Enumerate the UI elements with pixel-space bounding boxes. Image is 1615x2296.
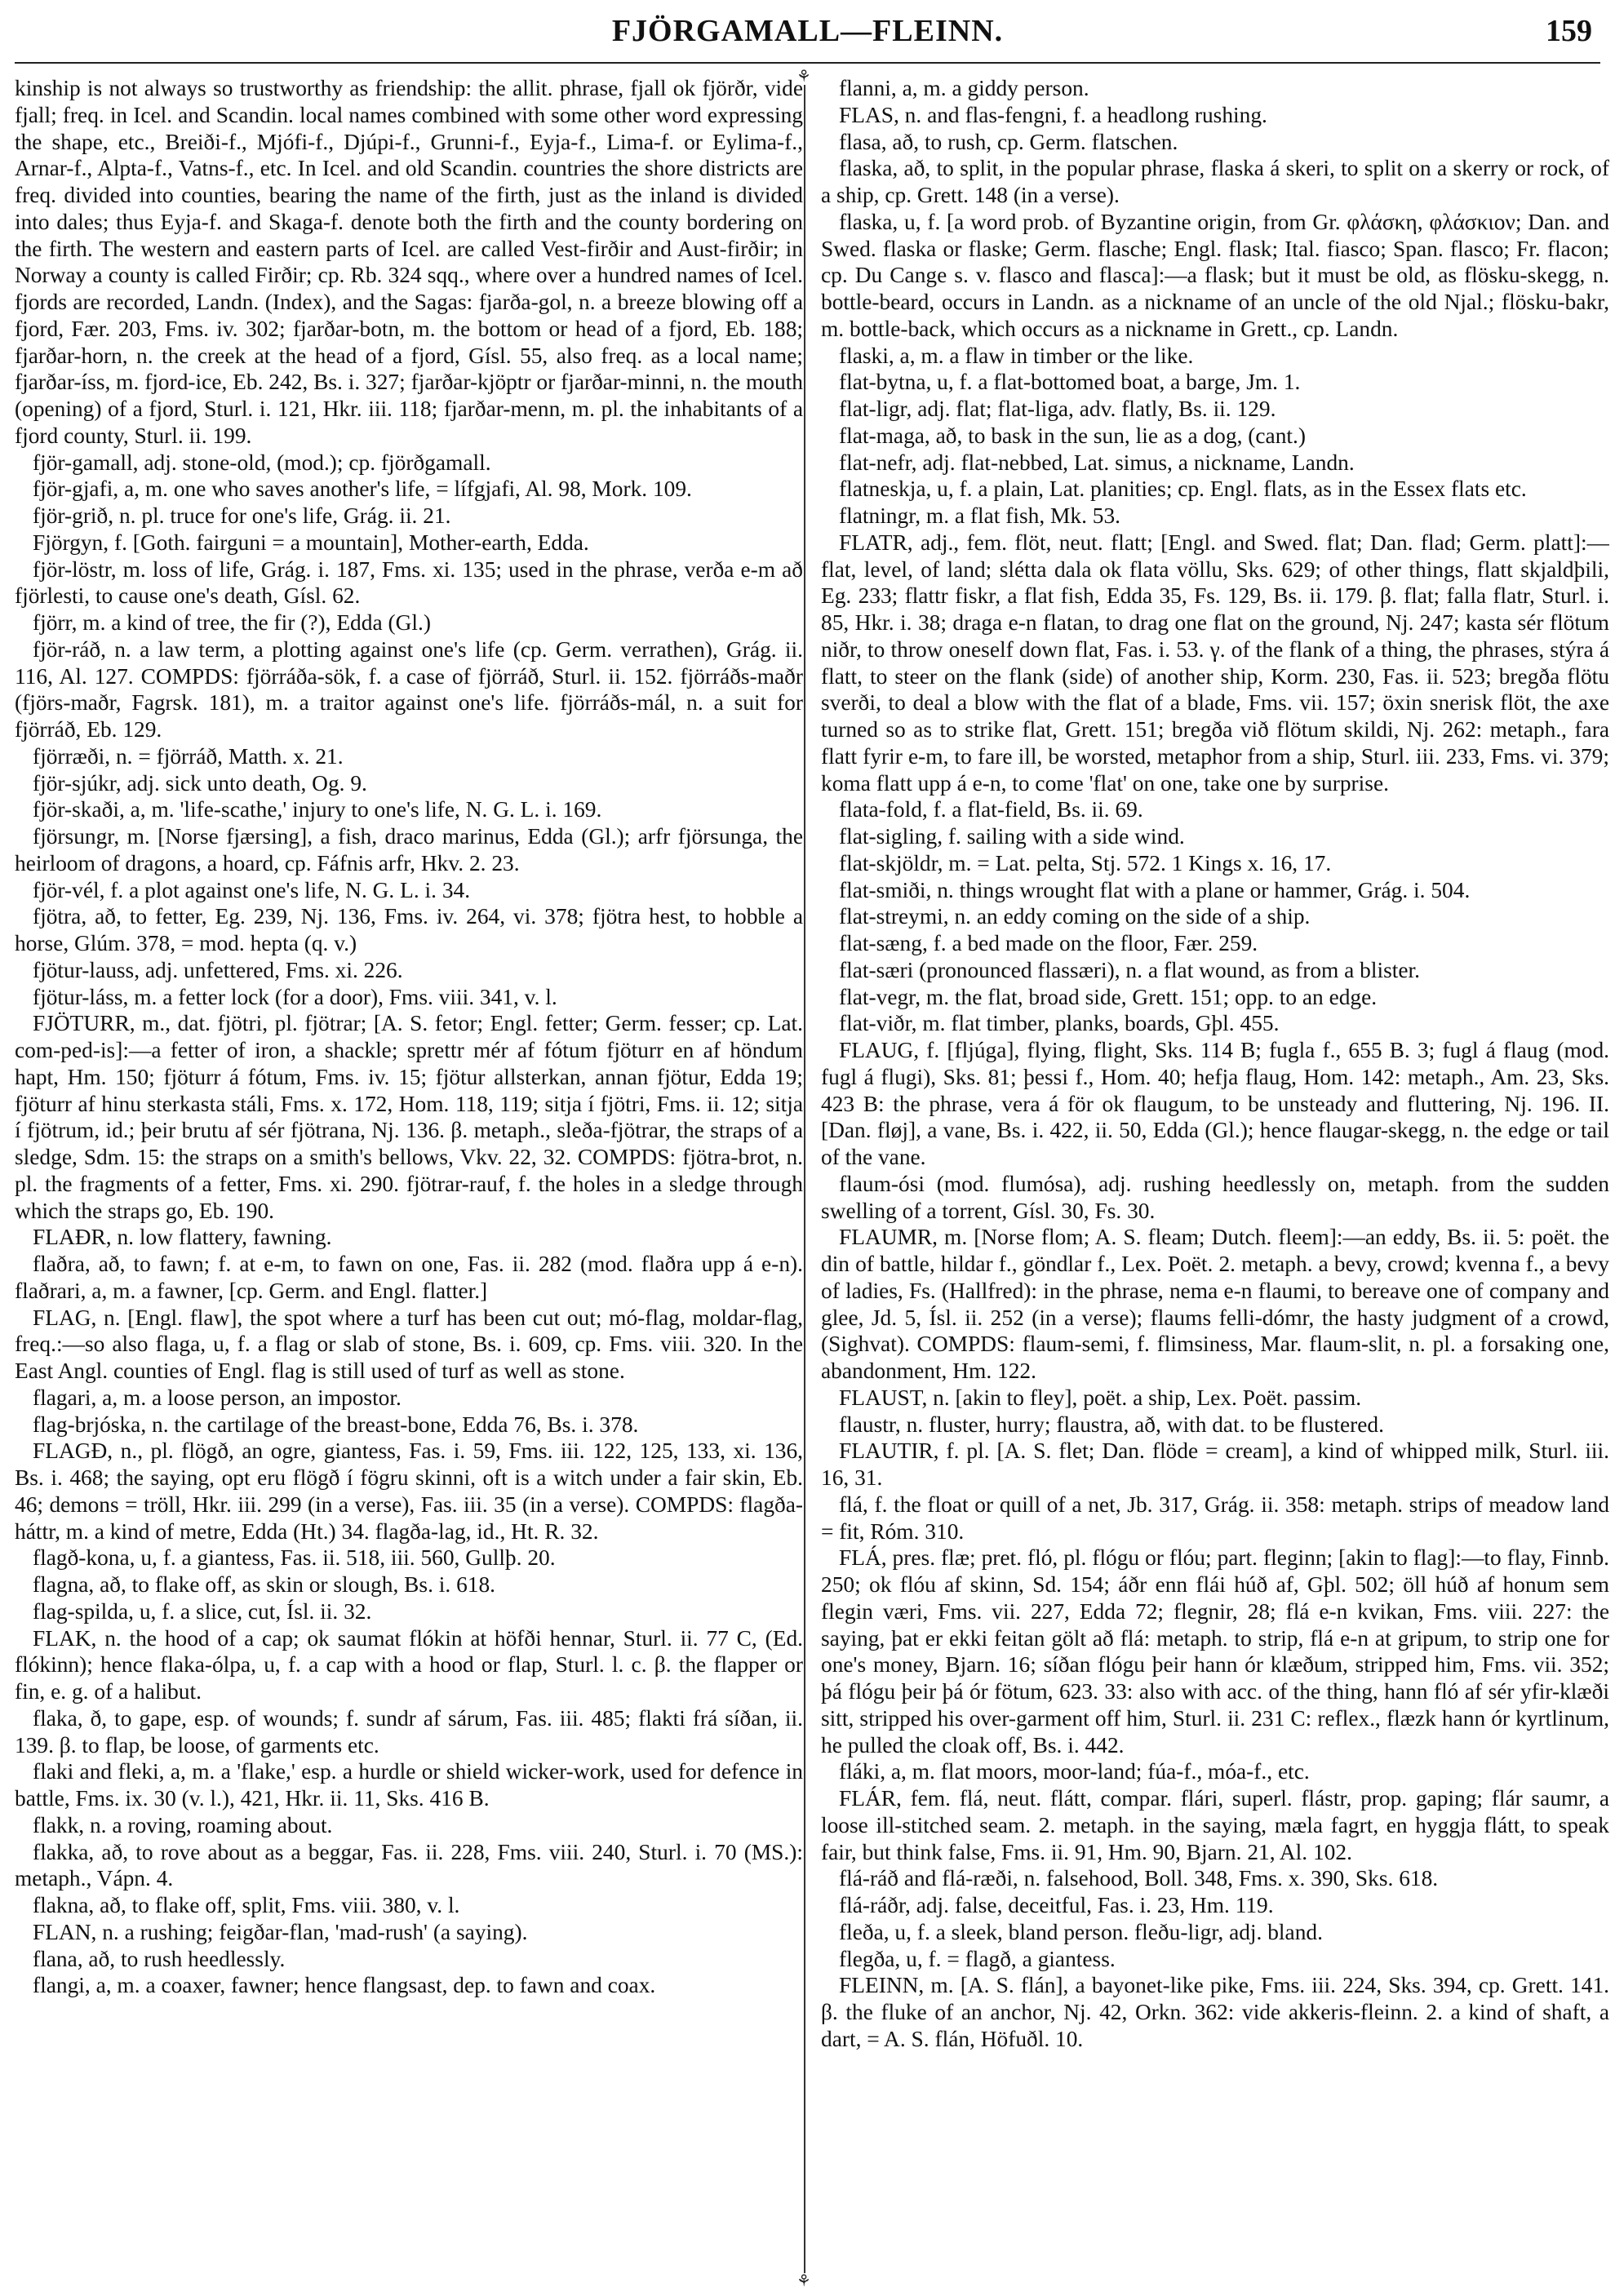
dictionary-entry: FLAUST, n. [akin to fley], poët. a ship, Lex. Poët. passim. [839, 1385, 1362, 1410]
dictionary-entry: FJÖTURR, m., dat. fjötri, pl. fjötrar; [A. S. fetor; Engl. fetter; Germ. fesser; cp. Lat. com-ped-is]:—a fetter of iron, a shackle; sprettr mér af fótum fjöturr en af höndum hapt, Hm. 150; fjöturr á fótum, Fms. iv. 15; fjötur allsterkan, annan fjötur, Edda 19; fjöturr af hinu sterkasta stáli, Fms. x. 172, Hom. 118, 119; sitja í fjötri, Fms. ii. 12; sitja í fjötrum, id.; þeir brutu af sér fjötrana, Nj. 136. β. metaph., sleða-fjötrar, the straps of a sledge, Sdm. 15: the straps on a smith's bellows, Vkv. 22, 32. COMPDS: fjötra-brot, n. pl. the fragments of a fetter, Fms. xi. 290. fjötrar-rauf, f. the holes in a sledge through which the straps go, Eb. 190. [15, 1011, 803, 1223]
dictionary-entry: flat-sigling, f. sailing with a side wind. [839, 824, 1185, 849]
dictionary-entry: flat-smiði, n. things wrought flat with a plane or hammer, Grág. i. 504. [839, 877, 1471, 902]
dictionary-entry: flat-nefr, adj. flat-nebbed, Lat. simus, a nickname, Landn. [839, 450, 1355, 475]
dictionary-entry: fjör-löstr, m. loss of life, Grág. i. 187, Fms. xi. 135; used in the phrase, verða e-m að fjörlesti, to cause one's death, Gísl. 62. [15, 556, 803, 609]
dictionary-entry: flanni, a, m. a giddy person. [839, 76, 1089, 100]
dictionary-entry: flag-brjóska, n. the cartilage of the breast-bone, Edda 76, Bs. i. 378. [33, 1412, 639, 1437]
dictionary-entry: fláki, a, m. flat moors, moor-land; fúa-f., móa-f., etc. [839, 1759, 1310, 1784]
dictionary-entry: flegða, u, f. = flagð, a giantess. [839, 1946, 1116, 1971]
dictionary-entry: fjötra, að, to fetter, Eg. 239, Nj. 136, Fms. iv. 264, vi. 378; fjötra hest, to hobble a horse, Glúm. 378, = mod. hepta (q. v.) [15, 904, 803, 955]
dictionary-entry: fjörræði, n. = fjörráð, Matth. x. 21. [33, 743, 344, 769]
header-rule [15, 62, 1600, 64]
dictionary-entry: flá, f. the float or quill of a net, Jb. 317, Grág. ii. 358: metaph. strips of meadow land = fit, Róm. 310. [821, 1492, 1609, 1544]
dictionary-entry: FLÁ, pres. flæ; pret. fló, pl. flógu or flóu; part. fleginn; [akin to flag]:—to flay, Finnb. 250; ok flóu af skinn, Sd. 154; áðr enn flái húð af, Gþl. 502; öll húð af honum sem flegin væri, Fms. vii. 227, Edda 72; flegnir, 28; flá e-n kvikan, Fms. viii. 227: the saying, þat er ekki feitan gölt að flá: metaph. to strip, flá e-n at gripum, to strip one for one's money, Bjarn. 16; síðan flógu þeir hann ór klæðum, stripped him, Fms. vii. 352; þá flógu þeir þá ór fötum, 623. 33: also with acc. of the thing, hann fló af sér yfir-klæði sitt, stripped his over-garment off him, Sturl. ii. 231 C: reflex., flæzk hann ór kyrtlinum, he pulled the cloak off, Bs. i. 442. [821, 1545, 1609, 1757]
dictionary-entry: FLATR, adj., fem. flöt, neut. flatt; [Engl. and Swed. flat; Dan. flad; Germ. platt]:—flat, level, of land; slétta dala ok flata völlu, Sks. 629; of other things, flatt skjaldþili, Eg. 233; flattr fiskr, a flat fish, Edda 35, Fs. 129, Bs. ii. 179. β. flat; falla flatr, Sturl. i. 85, Hkr. i. 38; draga e-n flatan, to drag one flat on the ground, Nj. 247; kasta sér flötum niðr, to throw oneself down flat, Fas. i. 53. γ. of the flank of a thing, the phrases, stýra á flatt, to steer on the flank (side) of another ship, Korm. 230, Fas. ii. 523; bregða flötu sverði, to deal a blow with the flat of a blade, Fms. vii. 157; öxin snerisk flöt, the axe turned so as to strike flat, Grett. 151; bregða við flötum skildi, Nj. 262: metaph., fara flatt fyrir e-m, to fare ill, be worsted, metaphor from a ship, Sturl. iii. 233, Fms. vi. 379; koma flatt upp á e-n, to come 'flat' on one, take one by surprise. [821, 530, 1609, 796]
dictionary-entry: flat-maga, að, to bask in the sun, lie as a dog, (cant.) [839, 423, 1306, 448]
dictionary-entry: flana, að, to rush heedlessly. [33, 1946, 286, 1971]
dictionary-entry: flat-streymi, n. an eddy coming on the side of a ship. [839, 904, 1311, 929]
dictionary-entry: flat-vegr, m. the flat, broad side, Grett. 151; opp. to an edge. [839, 984, 1378, 1009]
dictionary-entry: kinship is not always so trustworthy as friendship: the allit. phrase, fjall ok fjörðr, vide fjall; freq. in Icel. and Scandin. local names combined with some other word expressing the shape, etc., Breiði-f., Mjófi-f., Djúpi-f., Grunni-f., Eyja-f., Lima-f. or Eylima-f., Arnar-f., Alpta-f., Vatns-f., etc. In Icel. and old Scandin. countries the shore districts are freq. divided into counties, bearing the name of the firth, just as the inland is divided into dales; thus Eyja-f. and Skaga-f. denote both the firth and the county bordering on the firth. The western and eastern parts of Icel. are called Vest-firðir and Aust-firðir; in Norway a county is called Firðir; cp. Rb. 324 sqq., where over a hundred names of Icel. fjords are recorded, Landn. (Index), and the Sagas: fjarða-gol, n. a breeze blowing off a fjord, Fær. 203, Fms. iv. 302; fjarðar-botn, m. the bottom or head of a fjord, Eb. 188; fjarðar-horn, n. the creek at the head of a fjord, Gísl. 55, also freq. as a local name; fjarðar-íss, m. fjord-ice, Eb. 242, Bs. i. 327; fjarðar-kjöptr or fjarðar-minni, n. the mouth (opening) of a fjord, Sturl. i. 121, Hkr. iii. 118; fjarðar-menn, m. pl. the inhabitants of a fjord county, Sturl. ii. 199. [15, 76, 803, 448]
dictionary-entry: flag-spilda, u, f. a slice, cut, Ísl. ii. 32. [33, 1598, 372, 1624]
dictionary-entry: flá-ráð and flá-ræði, n. falsehood, Boll. 348, Fms. x. 390, Sks. 618. [839, 1866, 1439, 1891]
dictionary-entry: flat-skjöldr, m. = Lat. pelta, Stj. 572. 1 Kings x. 16, 17. [839, 850, 1332, 875]
dictionary-entry: fjör-skaði, a, m. 'life-scathe,' injury to one's life, N. G. L. i. 169. [33, 797, 602, 822]
dictionary-entry: FLAÐR, n. low flattery, fawning. [33, 1225, 332, 1250]
dictionary-entry: flat-særi (pronounced flassæri), n. a flat wound, as from a blister. [839, 957, 1420, 982]
dictionary-entry: flaum-ósi (mod. flumósa), adj. rushing heedlessly on, metaph. from the sudden swelling of a torrent, Gísl. 30, Fs. 30. [821, 1171, 1609, 1223]
column-divider [804, 72, 805, 2287]
dictionary-entry: flakna, að, to flake off, split, Fms. viii. 380, v. l. [33, 1893, 460, 1917]
dictionary-entry: FLAGÐ, n., pl. flögð, an ogre, giantess, Fas. i. 59, Fms. iii. 122, 125, 133, xi. 136, Bs. i. 468; the saying, opt eru flögð í fögru skinni, oft is a witch under a fair skin, Eb. 46; demons = tröll, Hkr. iii. 299 (in a verse), Fas. iii. 35 (in a verse). COMPDS: flagða-háttr, m. a kind of metre, Edda (Ht.) 34. flagða-lag, id., Ht. R. 32. [15, 1438, 803, 1544]
dictionary-entry: flaðra, að, to fawn; f. at e-m, to fawn on one, Fas. ii. 282 (mod. flaðra upp á e-n). flaðrari, a, m. a fawner, [cp. Germ. and Engl. flatter.] [15, 1252, 803, 1303]
divider-ornament-top: ⚘ [796, 68, 811, 86]
page-header [0, 7, 1615, 55]
dictionary-entry: flá-ráðr, adj. false, deceitful, Fas. i. 23, Hm. 119. [839, 1893, 1274, 1917]
dictionary-entry: flat-sæng, f. a bed made on the floor, Fær. 259. [839, 931, 1258, 955]
dictionary-entry: fjör-grið, n. pl. truce for one's life, Grág. ii. 21. [33, 503, 451, 528]
dictionary-entry: flagna, að, to flake off, as skin or slough, Bs. i. 618. [33, 1572, 496, 1597]
dictionary-entry: flatneskja, u, f. a plain, Lat. planities; cp. Engl. flats, as in the Essex flats etc. [839, 476, 1527, 502]
page-number: 159 [1546, 14, 1592, 48]
dictionary-entry: Fjörgyn, f. [Goth. fairguni = a mountain], Mother-earth, Edda. [33, 530, 589, 555]
dictionary-entry: flaska, u, f. [a word prob. of Byzantine origin, from Gr. φλάσκη, φλάσκιον; Dan. and Swed. flaska or flaske; Germ. flasche; Engl. flask; Ital. fiasco; Span. flasco; Fr. flacon; cp. Du Cange s. v. flasco and flasca]:—a flask; but it must be old, as flösku-skegg, n. bottle-beard, occurs in Landn. as a nickname of an uncle of the old Njal.; flösku-bakr, m. bottle-back, which occurs as a nickname in Grett., cp. Landn. [821, 209, 1609, 341]
dictionary-entry: flakka, að, to rove about as a beggar, Fas. ii. 228, Fms. viii. 240, Sturl. i. 70 (MS.): metaph., Vápn. 4. [15, 1839, 803, 1891]
dictionary-entry: FLAS, n. and flas-fengni, f. a headlong rushing. [839, 102, 1267, 127]
dictionary-entry: flat-bytna, u, f. a flat-bottomed boat, a barge, Jm. 1. [839, 370, 1301, 395]
dictionary-entry: flat-ligr, adj. flat; flat-liga, adv. flatly, Bs. ii. 129. [839, 397, 1276, 421]
dictionary-entry: flasa, að, to rush, cp. Germ. flatschen. [839, 129, 1178, 154]
dictionary-entry: flaustr, n. fluster, hurry; flaustra, að, with dat. to be flustered. [839, 1412, 1384, 1437]
dictionary-entry: fjör-sjúkr, adj. sick unto death, Og. 9. [33, 770, 367, 796]
dictionary-entry: flagð-kona, u, f. a giantess, Fas. ii. 518, iii. 560, Gullþ. 20. [33, 1545, 556, 1571]
dictionary-entry: flata-fold, f. a flat-field, Bs. ii. 69. [839, 797, 1143, 822]
dictionary-entry: flat-viðr, m. flat timber, planks, boards, Gþl. 455. [839, 1011, 1280, 1036]
dictionary-entry: fjörr, m. a kind of tree, the fir (?), Edda (Gl.) [33, 610, 431, 635]
running-head: FJÖRGAMALL—FLEINN. [611, 14, 1004, 48]
dictionary-entry: fjör-gjafi, a, m. one who saves another's life, = lífgjafi, Al. 98, Mork. 109. [33, 476, 692, 502]
dictionary-entry: FLAUMR, m. [Norse flom; A. S. fleam; Dutch. fleem]:—an eddy, Bs. ii. 5: poët. the din of battle, hildar f., göndlar f., Lex. Poët. 2. metaph. a bevy, crowd; kvenna f., a bevy of ladies, Fs. (Hallfred): in the phrase, nema e-n flaumi, to bereave one of company and glee, Jd. 5, Ísl. ii. 252 (in a verse); flaums felli-dómr, the hasty judgment of a crowd, (Sighvat). COMPDS: flaum-semi, f. flimsiness, Mar. flaum-slit, n. pl. a forsaking one, abandonment, Hm. 122. [821, 1225, 1609, 1383]
dictionary-entry: fjötur-láss, m. a fetter lock (for a door), Fms. viii. 341, v. l. [33, 984, 557, 1009]
dictionary-entry: flaski, a, m. a flaw in timber or the like. [839, 343, 1194, 368]
dictionary-entry: fjör-vél, f. a plot against one's life, N. G. L. i. 34. [33, 877, 471, 902]
dictionary-entry: FLÁR, fem. flá, neut. flátt, compar. flári, superl. flástr, prop. gaping; flár saumr, a loose ill-stitched seam. 2. metaph. in the saying, mæla fagrt, en hyggja flátt, to speak fair, but think false, Fms. ii. 91, Hm. 90, Bjarn. 21, Al. 102. [821, 1786, 1609, 1864]
dictionary-entry: flakk, n. a roving, roaming about. [33, 1812, 333, 1837]
dictionary-entry: flangi, a, m. a coaxer, fawner; hence flangsast, dep. to fawn and coax. [33, 1973, 656, 1998]
dictionary-entry: fjör-gamall, adj. stone-old, (mod.); cp. fjörðgamall. [33, 450, 491, 475]
dictionary-entry: fjötur-lauss, adj. unfettered, Fms. xi. 226. [33, 957, 403, 982]
left-column [15, 75, 803, 2282]
dictionary-entry: flaka, ð, to gape, esp. of wounds; f. sundr af sárum, Fas. iii. 485; flakti frá síðan, ii. 139. β. to flap, be loose, of garments etc. [15, 1705, 803, 1757]
dictionary-entry: flatningr, m. a flat fish, Mk. 53. [839, 503, 1121, 528]
dictionary-entry: flaki and fleki, a, m. a 'flake,' esp. a hurdle or shield wicker-work, used for defence in battle, Fms. ix. 30 (v. l.), 421, Hkr. ii. 11, Sks. 416 B. [15, 1759, 803, 1811]
right-column [821, 75, 1609, 2282]
dictionary-entry: FLAUTIR, f. pl. [A. S. flet; Dan. flöde = cream], a kind of whipped milk, Sturl. iii. 16, 31. [821, 1438, 1609, 1490]
dictionary-entry: FLAG, n. [Engl. flaw], the spot where a turf has been cut out; mó-flag, moldar-flag, freq.:—so also flaga, u, f. a flag or slab of stone, Bs. i. 609, cp. Fms. viii. 320. In the East Angl. counties of Engl. flag is still used of turf as well as stone. [15, 1305, 803, 1383]
dictionary-entry: FLAK, n. the hood of a cap; ok saumat flókin at höfði hennar, Sturl. ii. 77 C, (Ed. flókinn); hence flaka-ólpa, u, f. a cap with a hood or flap, Sturl. l. c. β. the flapper or fin, e. g. of a halibut. [15, 1625, 803, 1704]
dictionary-entry: fleða, u, f. a sleek, bland person. fleðu-ligr, adj. bland. [839, 1919, 1323, 1944]
dictionary-entry: fjörsungr, m. [Norse fjærsing], a fish, draco marinus, Edda (Gl.); arfr fjörsunga, the heirloom of dragons, a hoard, cp. Fáfnis arfr, Hkv. 2. 23. [15, 824, 803, 875]
dictionary-entry: flagari, a, m. a loose person, an impostor. [33, 1385, 402, 1410]
dictionary-entry: FLEINN, m. [A. S. flán], a bayonet-like pike, Fms. iii. 224, Sks. 394, cp. Grett. 141. β. the fluke of an anchor, Nj. 42, Orkn. 362: vide akkeris-fleinn. 2. a kind of shaft, a dart, = A. S. flán, Höfuðl. 10. [821, 1973, 1609, 2051]
dictionary-entry: FLAN, n. a rushing; feigðar-flan, 'mad-rush' (a saying). [33, 1919, 528, 1944]
divider-ornament-bottom: ⚘ [796, 2272, 811, 2290]
dictionary-entry: FLAUG, f. [fljúga], flying, flight, Sks. 114 B; fugla f., 655 B. 3; fugl á flaug (mod. fugl á flugi), Sks. 81; þessi f., Hom. 40; hefja flaug, Hom. 142: metaph., Am. 23, Sks. 423 B: the phrase, vera á för ok flaugum, to be unsteady and fluttering, Nj. 196. II. [Dan. fløj], a vane, Bs. i. 422, ii. 50, Edda (Gl.); hence flaugar-skegg, n. the edge or tail of the vane. [821, 1038, 1609, 1169]
dictionary-entry: flaska, að, to split, in the popular phrase, flaska á skeri, to split on a skerry or rock, of a ship, cp. Grett. 148 (in a verse). [821, 156, 1609, 207]
dictionary-entry: fjör-ráð, n. a law term, a plotting against one's life (cp. Germ. verrathen), Grág. ii. 116, Al. 127. COMPDS: fjörráða-sök, f. a case of fjörráð, Sturl. ii. 152. fjörráðs-maðr (fjörs-maðr, Fagrsk. 181), m. a traitor against one's life. fjörráðs-mál, n. a suit for fjörráð, Eb. 129. [15, 636, 803, 742]
